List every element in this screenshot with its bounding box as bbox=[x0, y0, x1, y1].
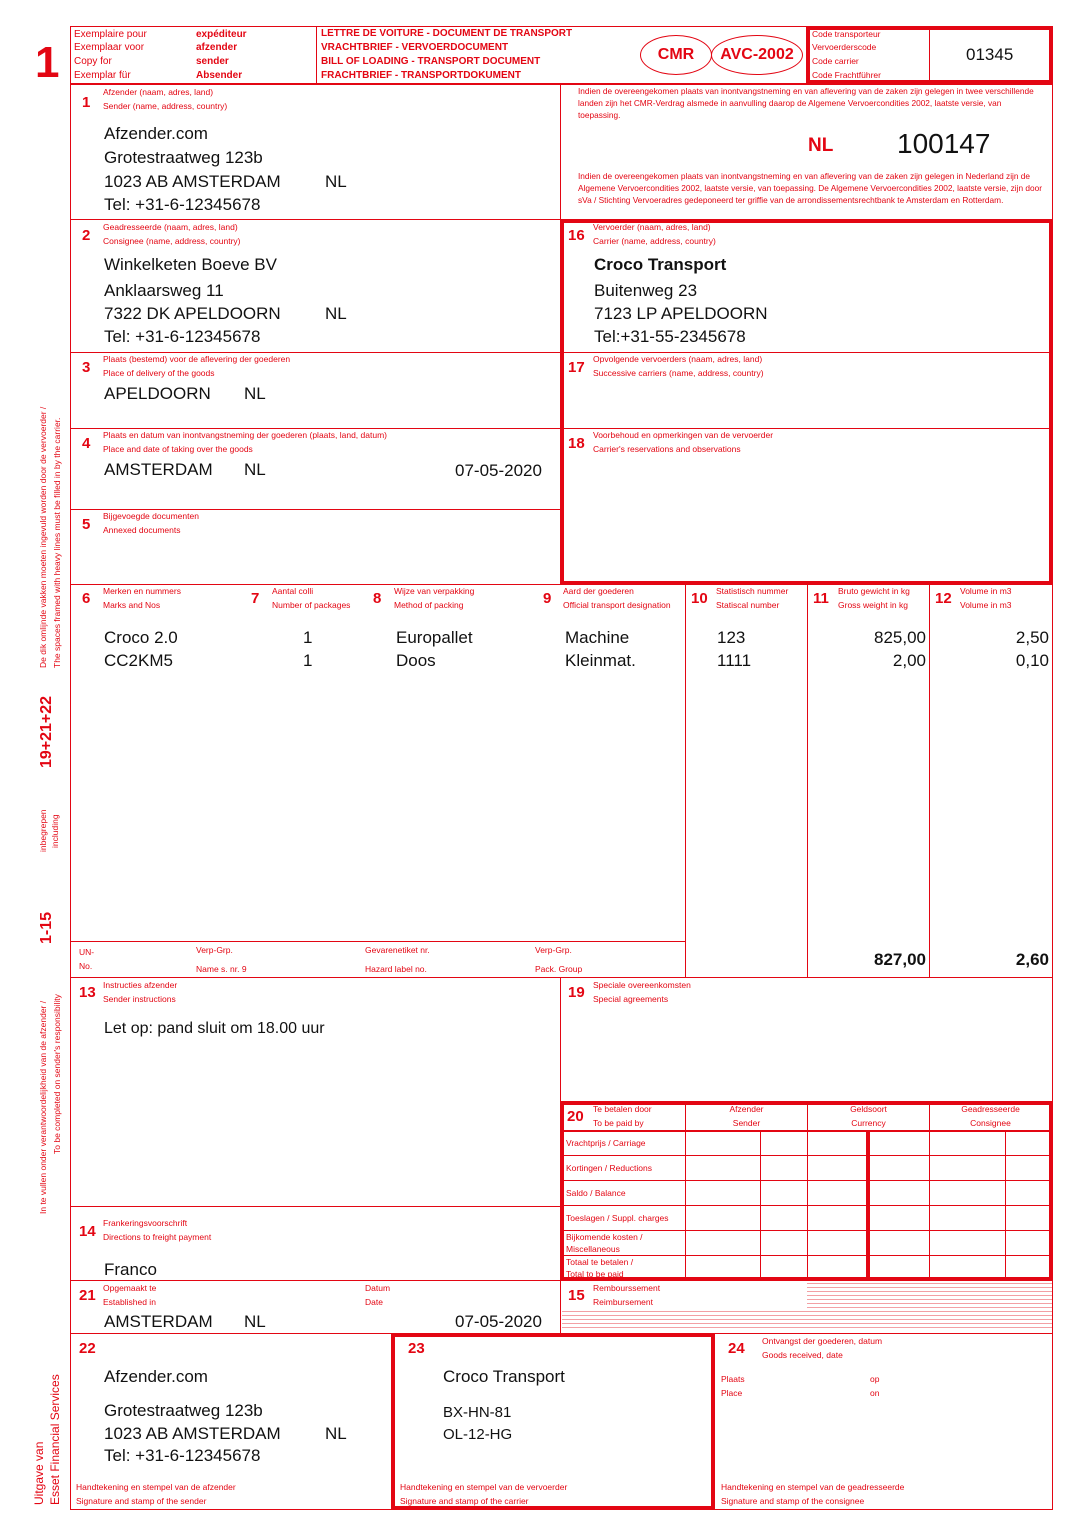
field-number: 20 bbox=[567, 1108, 584, 1125]
column-label-en: Marks and Nos bbox=[103, 600, 161, 610]
sender-street: Grotestraatweg 123b bbox=[104, 148, 263, 167]
place-label-nl: Plaats bbox=[721, 1374, 745, 1384]
field-label-en: Established in bbox=[103, 1297, 156, 1307]
field-label-nl: Instructies afzender bbox=[103, 980, 178, 990]
carrier-sig-plate-2: OL-12-HG bbox=[443, 1426, 513, 1443]
field-number: 21 bbox=[79, 1287, 96, 1304]
field-number: 13 bbox=[79, 984, 96, 1001]
field-label-nl: Ontvangst der goederen, datum bbox=[762, 1336, 883, 1346]
sender-phone: Tel: +31-6-12345678 bbox=[104, 195, 261, 214]
carrier-phone: Tel:+31-55-2345678 bbox=[594, 327, 746, 346]
carrier-code-label-en: Code carrier bbox=[812, 56, 859, 66]
carrier-sig-footer-nl: Handtekening en stempel van de vervoerder bbox=[400, 1482, 568, 1492]
carrier-city: 7123 LP APELDOORN bbox=[594, 304, 768, 323]
field-label-en: Goods received, date bbox=[762, 1350, 843, 1360]
payment-row-label: Totaal te betalen / bbox=[566, 1257, 634, 1267]
field-label-en: Place and date of taking over the goods bbox=[103, 444, 253, 454]
avc-badge: AVC-2002 bbox=[711, 35, 803, 75]
total-volume: 2,60 bbox=[1015, 950, 1049, 969]
field-number: 4 bbox=[82, 435, 91, 452]
established-country: NL bbox=[244, 1312, 266, 1331]
cmr-badge: CMR bbox=[640, 35, 712, 75]
goods-packing: Europallet bbox=[396, 628, 473, 647]
title-fr: LETTRE DE VOITURE - DOCUMENT DE TRANSPORT bbox=[321, 28, 573, 39]
column-label-en: Statiscal number bbox=[716, 600, 780, 610]
payment-row-label: Bijkomende kosten / bbox=[566, 1232, 643, 1242]
field-number: 8 bbox=[373, 590, 382, 607]
field-label-en: Carrier (name, address, country) bbox=[593, 236, 716, 246]
payment-col-nl: Geldsoort bbox=[850, 1104, 887, 1114]
name-label: Name s. nr. 9 bbox=[196, 964, 247, 974]
copy-label-fr: Exemplaire pour bbox=[74, 29, 147, 40]
field-number: 7 bbox=[251, 590, 260, 607]
consignee-sig-footer-nl: Handtekening en stempel van de geadresseerde bbox=[721, 1482, 905, 1492]
copy-label-en: Copy for bbox=[74, 56, 112, 67]
field-label-en: Reimbursement bbox=[593, 1297, 653, 1307]
carrier-street: Buitenweg 23 bbox=[594, 281, 698, 300]
field-label-en: Annexed documents bbox=[103, 525, 181, 535]
field-label-nl: Bijgevoegde documenten bbox=[103, 511, 199, 521]
copy-number: 1 bbox=[35, 38, 60, 87]
carrier-sig-plate-1: BX-HN-81 bbox=[443, 1404, 512, 1421]
sidebar-range-a: 19+21+22 bbox=[38, 695, 55, 768]
goods-packing: Doos bbox=[396, 651, 436, 670]
field-label-nl: Speciale overeenkomsten bbox=[593, 980, 691, 990]
pack-group-label: Pack. Group bbox=[535, 964, 583, 974]
delivery-place: APELDOORN bbox=[104, 384, 211, 403]
column-label-nl: Statistisch nummer bbox=[716, 586, 789, 596]
place-label-en: Place bbox=[721, 1388, 743, 1398]
payment-col-en: Currency bbox=[851, 1118, 886, 1128]
hazard-label-en: Hazard label no. bbox=[365, 964, 427, 974]
carrier-sig-footer-en: Signature and stamp of the carrier bbox=[400, 1496, 529, 1506]
payment-row-label: Kortingen / Reductions bbox=[566, 1163, 652, 1173]
field-label-nl: Frankeringsvoorschrift bbox=[103, 1218, 188, 1228]
goods-packages: 1 bbox=[303, 628, 313, 647]
sidebar-heavy-lines-nl: De dik omlijnde vakken moeten ingevuld worden door de vervoerder / bbox=[38, 406, 48, 668]
payment-col-en: Consignee bbox=[970, 1118, 1011, 1128]
sender-country: NL bbox=[325, 172, 347, 191]
field-label-en: Carrier's reservations and observations bbox=[593, 444, 741, 454]
copy-value-fr: expéditeur bbox=[196, 29, 247, 40]
verp-grp-label-2: Verp-Grp. bbox=[535, 945, 572, 955]
sender-sig-footer-en: Signature and stamp of the sender bbox=[76, 1496, 207, 1506]
copy-label-nl: Exemplaar voor bbox=[74, 42, 145, 53]
field-number: 6 bbox=[82, 590, 91, 607]
column-label-nl: Volume in m3 bbox=[960, 586, 1012, 596]
carrier-code-value: 01345 bbox=[966, 45, 1014, 64]
field-number: 5 bbox=[82, 516, 91, 533]
payment-row-label: Miscellaneous bbox=[566, 1244, 620, 1254]
established-date: 07-05-2020 bbox=[455, 1312, 542, 1331]
consignee-street: Anklaarsweg 11 bbox=[104, 281, 224, 300]
field-number: 22 bbox=[79, 1340, 96, 1357]
field-label-nl: Plaats (bestemd) voor de aflevering der goederen bbox=[103, 354, 291, 364]
goods-packages: 1 bbox=[303, 651, 313, 670]
publisher-line1: Uitgave van bbox=[32, 1441, 46, 1505]
field-number: 16 bbox=[568, 227, 585, 244]
total-weight: 827,00 bbox=[874, 950, 926, 969]
consignee-country: NL bbox=[325, 304, 347, 323]
goods-stat: 1111 bbox=[717, 651, 752, 670]
field-number: 18 bbox=[568, 435, 585, 452]
payment-col-nl: Afzender bbox=[729, 1104, 764, 1114]
sidebar-heavy-lines-en: The spaces framed with heavy lines must be filled in by the carrier. bbox=[52, 417, 62, 668]
established-place: AMSTERDAM bbox=[104, 1312, 213, 1331]
carrier-code-label-de: Code Frachtführer bbox=[812, 70, 881, 80]
goods-volume: 0,10 bbox=[1015, 651, 1049, 670]
payment-col-nl: Geadresseerde bbox=[961, 1104, 1020, 1114]
goods-nature: Machine bbox=[565, 628, 630, 647]
column-label-en: Number of packages bbox=[272, 600, 351, 610]
goods-marks: CC2KM5 bbox=[104, 651, 173, 670]
copy-value-en: sender bbox=[196, 56, 229, 67]
payment-row-label: Saldo / Balance bbox=[566, 1188, 626, 1198]
column-label-nl: Merken en nummers bbox=[103, 586, 181, 596]
field-label-nl: Opvolgende vervoerders (naam, adres, land) bbox=[593, 354, 763, 364]
date-label-en: Date bbox=[365, 1297, 383, 1307]
field-number: 19 bbox=[568, 984, 585, 1001]
delivery-country: NL bbox=[244, 384, 266, 403]
sender-sig-street: Grotestraatweg 123b bbox=[104, 1401, 263, 1420]
copy-value-de: Absender bbox=[196, 70, 243, 81]
on-label-nl: op bbox=[870, 1374, 880, 1384]
publisher-line2: Esset Financial Services bbox=[48, 1374, 62, 1505]
column-label-nl: Aard der goederen bbox=[563, 586, 634, 596]
payment-row-label: Vrachtprijs / Carriage bbox=[566, 1138, 646, 1148]
field-number: 2 bbox=[82, 227, 91, 244]
column-label-nl: Wijze van verpakking bbox=[394, 586, 475, 596]
field-label-en: Successive carriers (name, address, country) bbox=[593, 368, 764, 378]
sidebar-resp-en: To be completed on sender's responsibility bbox=[52, 994, 62, 1154]
consignee-phone: Tel: +31-6-12345678 bbox=[104, 327, 261, 346]
field-label-nl: Rembourssement bbox=[593, 1283, 661, 1293]
taking-over-place: AMSTERDAM bbox=[104, 460, 213, 479]
field-number: 17 bbox=[568, 359, 585, 376]
column-label-en: Method of packing bbox=[394, 600, 464, 610]
field-number: 24 bbox=[728, 1340, 745, 1357]
sidebar-range-b: 1-15 bbox=[38, 911, 55, 944]
goods-nature: Kleinmat. bbox=[565, 651, 636, 670]
sender-sig-city: 1023 AB AMSTERDAM bbox=[104, 1424, 281, 1443]
verp-grp-label: Verp-Grp. bbox=[196, 945, 233, 955]
field-number: 23 bbox=[408, 1340, 425, 1357]
carrier-code-label-nl: Vervoerderscode bbox=[812, 42, 877, 52]
field-number: 3 bbox=[82, 359, 91, 376]
carrier-code-label-fr: Code transporteur bbox=[812, 29, 881, 39]
column-label-nl: Bruto gewicht in kg bbox=[838, 586, 910, 596]
conditions-country: NL bbox=[808, 135, 834, 156]
field-number: 15 bbox=[568, 1287, 585, 1304]
field-number: 11 bbox=[813, 590, 829, 607]
un-label: UN- bbox=[79, 947, 95, 957]
copy-value-nl: afzender bbox=[196, 42, 238, 53]
field-number: 10 bbox=[691, 590, 708, 607]
field-number: 9 bbox=[543, 590, 552, 607]
field-number: 12 bbox=[935, 590, 952, 607]
title-nl: VRACHTBRIEF - VERVOERDOCUMENT bbox=[321, 42, 509, 53]
column-label-en: Gross weight in kg bbox=[838, 600, 908, 610]
freight-payment-value: Franco bbox=[104, 1260, 157, 1279]
field-label-nl: Afzender (naam, adres, land) bbox=[103, 87, 214, 97]
goods-marks: Croco 2.0 bbox=[104, 628, 178, 647]
field-label-en: Place of delivery of the goods bbox=[103, 368, 215, 378]
field-label-nl: Opgemaakt te bbox=[103, 1283, 157, 1293]
title-en: BILL OF LOADING - TRANSPORT DOCUMENT bbox=[321, 56, 541, 67]
column-label-nl: Aantal colli bbox=[272, 586, 314, 596]
conditions-text-2: Indien de overeengekomen plaats van inontvangstneming en van aflevering van de zaken zijn gelegen in Nederland zijn de Algemene Vervoercondities 2002, laatste versie, van toepassing. De Algemene Vervoercondities 2002, laatste versie, zijn door sVa / Stichting Vervoeradres gedeponeerd ter griffie van de arrondissementsrechtbank te Amsterdam en Rotterdam. bbox=[578, 171, 1042, 205]
date-label-nl: Datum bbox=[365, 1283, 391, 1293]
field-label-en: Consignee (name, address, country) bbox=[103, 236, 241, 246]
goods-weight: 825,00 bbox=[874, 628, 926, 647]
sender-sig-country: NL bbox=[325, 1424, 347, 1443]
consignee-sig-footer-en: Signature and stamp of the consignee bbox=[721, 1496, 865, 1506]
goods-stat: 123 bbox=[717, 628, 746, 647]
on-label-en: on bbox=[870, 1388, 880, 1398]
consignee-name: Winkelketen Boeve BV bbox=[104, 255, 277, 274]
un-no-label: No. bbox=[79, 961, 93, 971]
sidebar-resp-nl: In te vullen onder verantwoordelijkheid van de afzender / bbox=[38, 1000, 48, 1214]
field-label-nl: Vervoerder (naam, adres, land) bbox=[593, 222, 711, 232]
carrier-sig-name: Croco Transport bbox=[443, 1367, 565, 1386]
taking-over-date: 07-05-2020 bbox=[455, 461, 542, 480]
payment-row-label: Toeslagen / Suppl. charges bbox=[566, 1213, 669, 1223]
field-label-en: Directions to freight payment bbox=[103, 1232, 212, 1242]
sender-name: Afzender.com bbox=[104, 124, 208, 143]
field-label-nl: Voorbehoud en opmerkingen van de vervoerder bbox=[593, 430, 774, 440]
sidebar-incl-nl: inbegrepen bbox=[38, 809, 48, 852]
payment-col-en: Sender bbox=[732, 1118, 761, 1128]
field-number: 1 bbox=[82, 94, 91, 111]
sender-sig-name: Afzender.com bbox=[104, 1367, 208, 1386]
hazard-label-nl: Gevarenetiket nr. bbox=[365, 945, 430, 955]
field-label-en: Special agreements bbox=[593, 994, 669, 1004]
goods-weight: 2,00 bbox=[892, 651, 926, 670]
field-label-en: Sender (name, address, country) bbox=[103, 101, 228, 111]
field-label-nl: Te betalen door bbox=[593, 1104, 652, 1114]
field-label-en: To be paid by bbox=[593, 1118, 644, 1128]
reimbursement-hatch bbox=[807, 1283, 1052, 1311]
goods-volume: 2,50 bbox=[1015, 628, 1049, 647]
field-number: 14 bbox=[79, 1223, 96, 1240]
conditions-text-1: Indien de overeengekomen plaats van inontvangstneming en van aflevering van de zaken zijn gelegen in twee verschillende landen zijn het CMR-Verdrag alsmede in aanvulling daarop de Algemene Vervoercondities 2002, laatste versie, van toepassing. bbox=[578, 86, 1034, 120]
taking-over-country: NL bbox=[244, 460, 266, 479]
field-label-nl: Geadresseerde (naam, adres, land) bbox=[103, 222, 238, 232]
column-label-en: Volume in m3 bbox=[960, 600, 1012, 610]
field-label-en: Sender instructions bbox=[103, 994, 176, 1004]
sender-city: 1023 AB AMSTERDAM bbox=[104, 172, 281, 191]
payment-row-label: Total to be paid bbox=[566, 1269, 624, 1279]
carrier-name: Croco Transport bbox=[594, 255, 727, 274]
title-de: FRACHTBRIEF - TRANSPORTDOKUMENT bbox=[321, 70, 521, 81]
copy-label-de: Exemplar für bbox=[74, 70, 131, 81]
consignee-city: 7322 DK APELDOORN bbox=[104, 304, 281, 323]
sidebar-incl-en: including bbox=[50, 814, 60, 848]
sender-sig-footer-nl: Handtekening en stempel van de afzender bbox=[76, 1482, 236, 1492]
document-number: 100147 bbox=[897, 128, 991, 159]
field-label-nl: Plaats en datum van inontvangstneming der goederen (plaats, land, datum) bbox=[103, 430, 387, 440]
sender-instructions-text: Let op: pand sluit om 18.00 uur bbox=[104, 1020, 325, 1037]
sender-sig-phone: Tel: +31-6-12345678 bbox=[104, 1446, 261, 1465]
column-label-en: Official transport designation bbox=[563, 600, 671, 610]
reimbursement-hatch bbox=[562, 1311, 1052, 1331]
